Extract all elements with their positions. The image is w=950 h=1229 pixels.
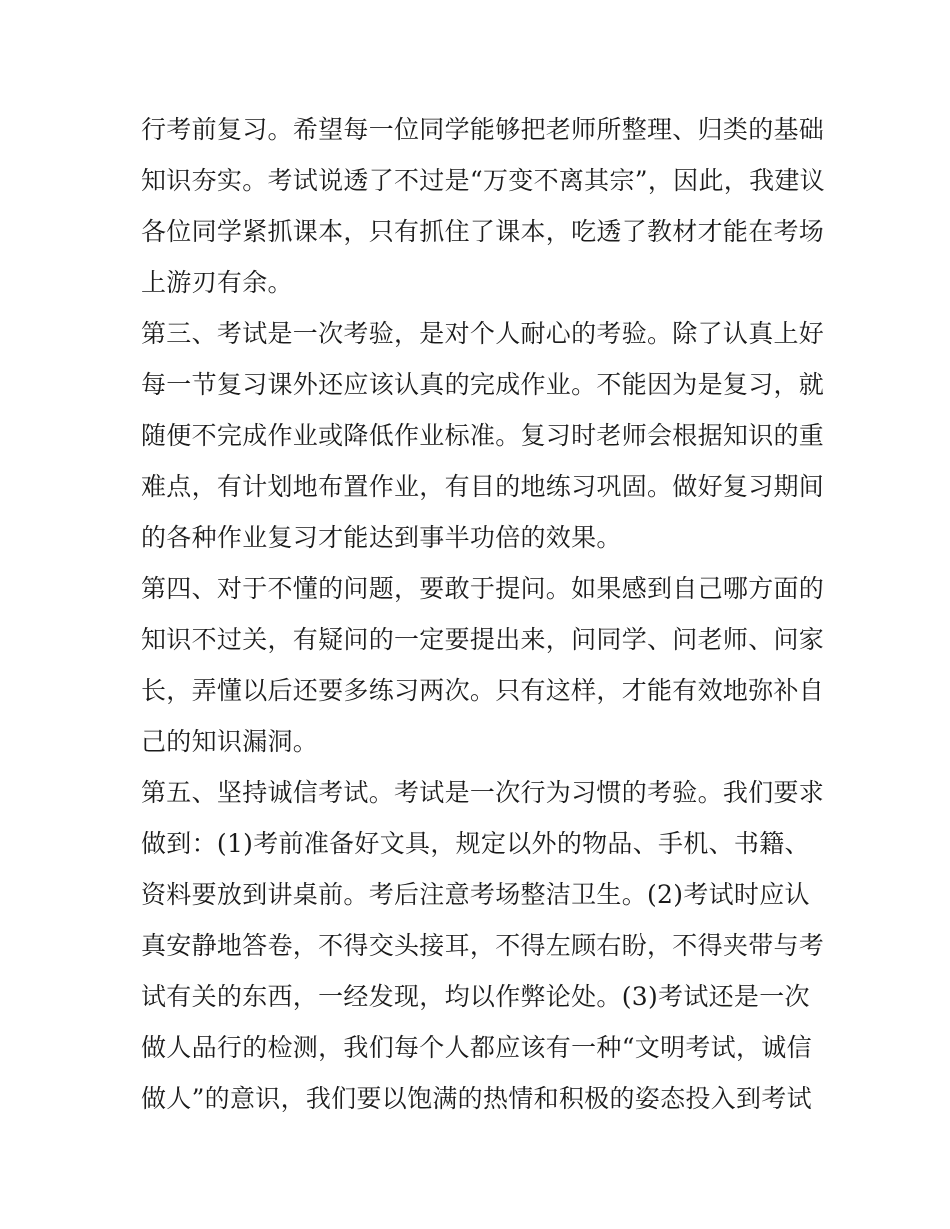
text-line: 长，弄懂以后还要多练习两次。只有这样，才能有效地弥补自 [141,676,825,705]
text-line: 难点，有计划地布置作业，有目的地练习巩固。做好复习期间 [141,472,825,501]
text-line: 真安静地答卷，不得交头接耳，不得左顾右盼，不得夹带与考 [141,931,825,960]
text-line: 随便不完成作业或降低作业标准。复习时老师会根据知识的重 [141,421,825,450]
text-line: 第四、对于不懂的问题，要敢于提问。如果感到自己哪方面的 [141,574,825,603]
text-line: 做人”的意识，我们要以饱满的热情和积极的姿态投入到考试 [141,1084,812,1113]
text-line: 第五、坚持诚信考试。考试是一次行为习惯的考验。我们要求 [141,778,825,807]
text-line: 资料要放到讲桌前。考后注意考场整洁卫生。(2)考试时应认 [141,880,810,909]
text-line: 试有关的东西，一经发现，均以作弊论处。(3)考试还是一次 [141,982,810,1011]
text-line: 己的知识漏洞。 [141,727,319,756]
text-line: 上游刃有余。 [141,268,293,297]
text-line: 行考前复习。希望每一位同学能够把老师所整理、归类的基础 [141,115,825,144]
text-line: 每一节复习课外还应该认真的完成作业。不能因为是复习，就 [141,370,825,399]
text-line: 知识夯实。考试说透了不过是“万变不离其宗”，因此，我建议 [141,166,825,195]
text-line: 的各种作业复习才能达到事半功倍的效果。 [141,523,622,552]
body-text [141,104,831,1124]
text-line: 知识不过关，有疑问的一定要提出来，问同学、问老师、问家 [141,625,825,654]
text-line: 各位同学紧抓课本，只有抓住了课本，吃透了教材才能在考场 [141,217,825,246]
text-line: 做到：(1)考前准备好文具，规定以外的物品、手机、书籍、 [141,829,810,858]
text-line: 做人品行的检测，我们每个人都应该有一种“文明考试，诚信 [141,1033,812,1062]
text-line: 第三、考试是一次考验，是对个人耐心的考验。除了认真上好 [141,319,825,348]
